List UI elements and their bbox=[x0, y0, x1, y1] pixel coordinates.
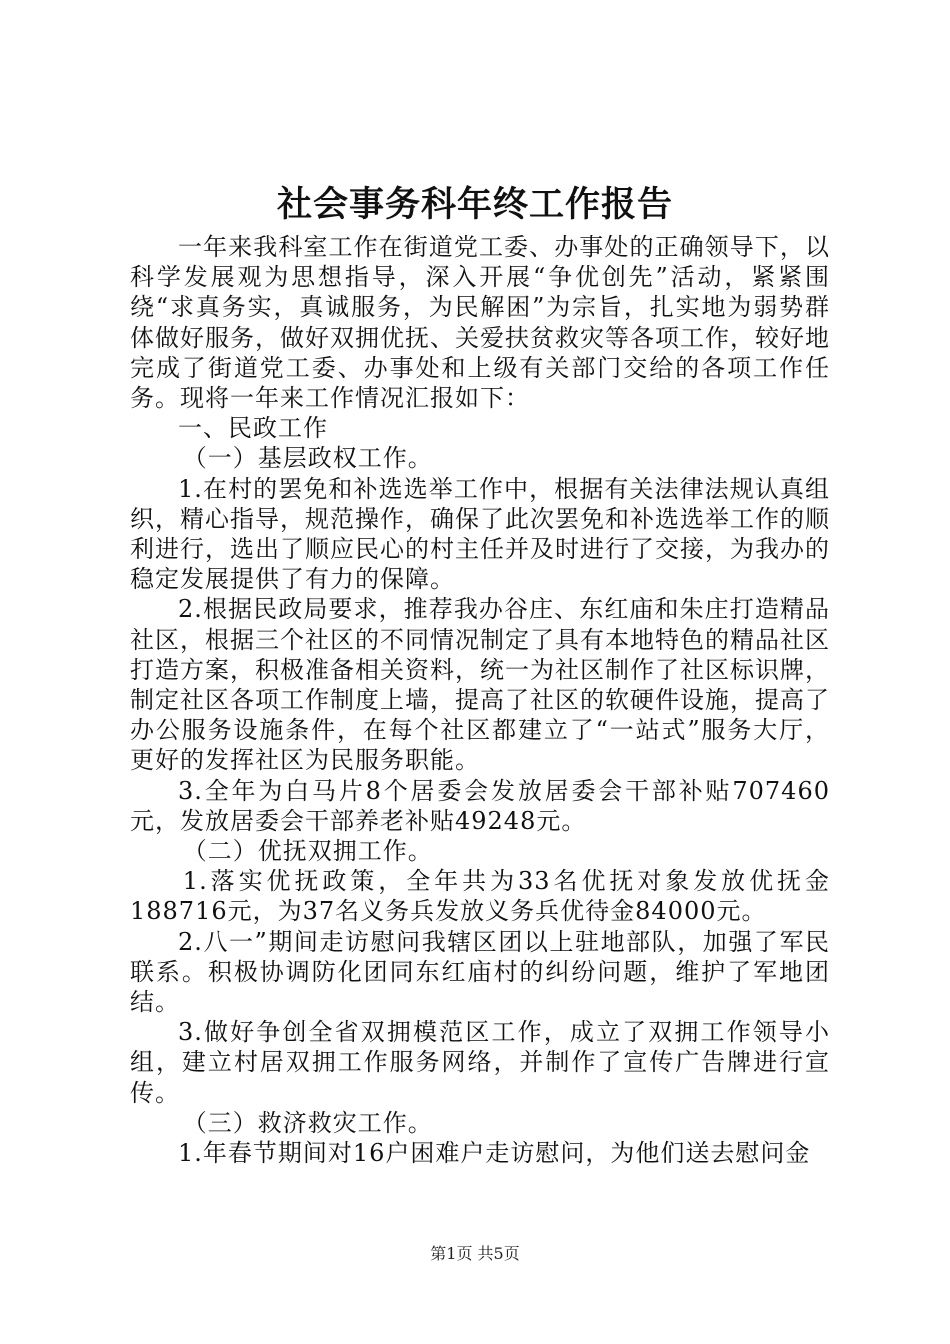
subsection-heading: （一）基层政权工作。 bbox=[182, 444, 433, 473]
body-paragraph: 1.落实优抚政策，全年共为33名优抚对象发放优抚金188716元，为37名义务兵发放义务兵优待金84000元。 bbox=[130, 867, 830, 926]
body-paragraph: 1.年春节期间对16户困难户走访慰问，为他们送去慰问金 bbox=[178, 1139, 811, 1168]
subsection-heading: （二）优抚双拥工作。 bbox=[182, 837, 433, 866]
body-paragraph: 3.做好争创全省双拥模范区工作，成立了双拥工作领导小组，建立村居双拥工作服务网络，并制作了宣传广告牌进行宣传。 bbox=[130, 1018, 830, 1107]
body-paragraph: 2.八一”期间走访慰问我辖区团以上驻地部队，加强了军民联系。积极协调防化团同东红庙村的纠纷问题，维护了军地团结。 bbox=[130, 927, 830, 1017]
subsection-heading: （三）救济救灾工作。 bbox=[182, 1108, 433, 1137]
page-indicator: 第1页 共5页 bbox=[430, 1244, 520, 1263]
body-paragraph: 2.根据民政局要求，推荐我办谷庄、东红庙和朱庄打造精品社区，根据三个社区的不同情况制定了具有本地特色的精品社区打造方案，积极准备相关资料，统一为社区制作了社区标识牌，制定社区各项工作制度上墙，提高了社区的软硬件设施，提高了办公服务设施条件，在每个社区都建立了“一站式”服务大厅，更好的发挥社区为民服务职能。 bbox=[130, 595, 830, 775]
body-paragraph: 1.在村的罢免和补选选举工作中，根据有关法律法规认真组织，精心指导，规范操作，确保了此次罢免和补选选举工作的顺利进行，选出了顺应民心的村主任并及时进行了交接，为我办的稳定发展提供了有力的保障。 bbox=[130, 474, 830, 594]
section-heading: 一、民政工作 bbox=[178, 414, 328, 443]
document-body bbox=[130, 232, 830, 1168]
intro-paragraph: 一年来我科室工作在街道党工委、办事处的正确领导下，以科学发展观为思想指导，深入开展“争优创先”活动，紧紧围绕“求真务实，真诚服务，为民解困”为宗旨，扎实地为弱势群体做好服务，做好双拥优抚、关爱扶贫救灾等各项工作，较好地完成了街道党工委、办事处和上级有关部门交给的各项工作任务。现将一年来工作情况汇报如下： bbox=[130, 233, 830, 413]
body-paragraph: 3.全年为白马片8个居委会发放居委会干部补贴707460元，发放居委会干部养老补贴49248元。 bbox=[130, 776, 830, 835]
document-title: 社会事务科年终工作报告 bbox=[276, 184, 673, 225]
